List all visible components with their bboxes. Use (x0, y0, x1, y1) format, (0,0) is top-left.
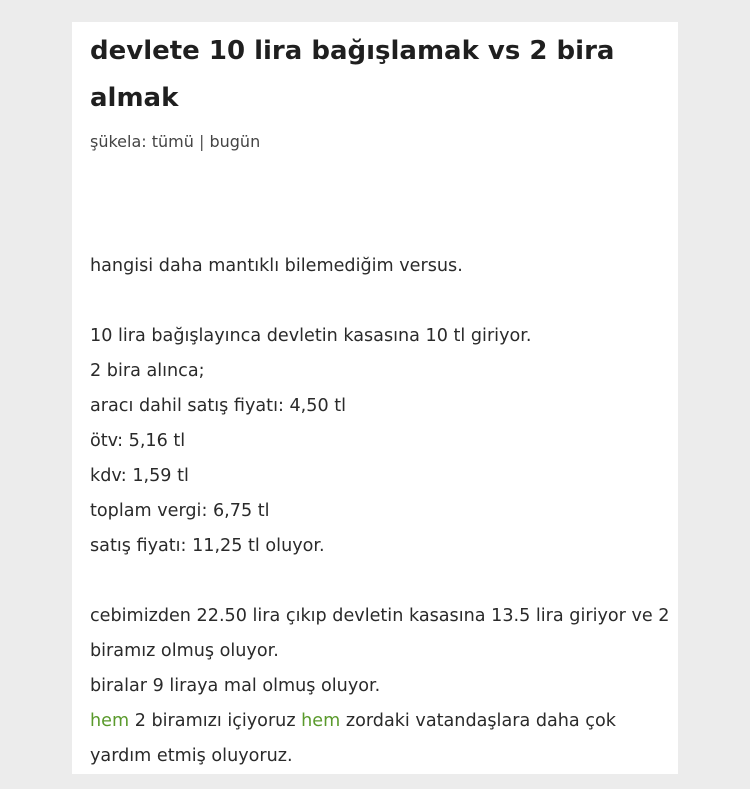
paragraph-gap (90, 564, 674, 599)
body-text: 2 biramızı içiyoruz (129, 711, 302, 731)
body-line: cebimizden 22.50 lira çıkıp devletin kasasına 13.5 lira giriyor ve 2 biramız olmuş oluyor. (90, 606, 670, 661)
paragraph-gap (90, 284, 674, 319)
body-line-with-links (90, 704, 674, 774)
body-line: hangisi daha mantıklı bilemediğim versus. (90, 256, 463, 276)
sort-separator: | (198, 132, 205, 151)
entry-title[interactable]: devlete 10 lira bağışlamak vs 2 bira almak (90, 36, 615, 113)
sort-today-link[interactable]: bugün (209, 132, 261, 151)
entry-content (90, 249, 674, 774)
entry-card (72, 22, 678, 774)
body-line: 10 lira bağışlayınca devletin kasasına 10 tl giriyor. (90, 326, 532, 346)
sort-all-link[interactable]: tümü (151, 132, 194, 151)
body-line: ötv: 5,16 tl (90, 431, 186, 451)
body-line: toplam vergi: 6,75 tl (90, 501, 270, 521)
hem-link[interactable]: hem (90, 711, 130, 731)
sort-label: şükela: (90, 132, 147, 151)
body-line: 2 bira alınca; (90, 361, 205, 381)
sort-options (90, 130, 260, 154)
body-line: biralar 9 liraya mal olmuş oluyor. (90, 676, 381, 696)
body-line: aracı dahil satış fiyatı: 4,50 tl (90, 396, 347, 416)
body-text: zordaki vatandaşlara daha çok yardım etmiş oluyoruz. (90, 711, 616, 766)
body-line: kdv: 1,59 tl (90, 466, 189, 486)
hem-link[interactable]: hem (301, 711, 341, 731)
body-line: satış fiyatı: 11,25 tl oluyor. (90, 536, 325, 556)
